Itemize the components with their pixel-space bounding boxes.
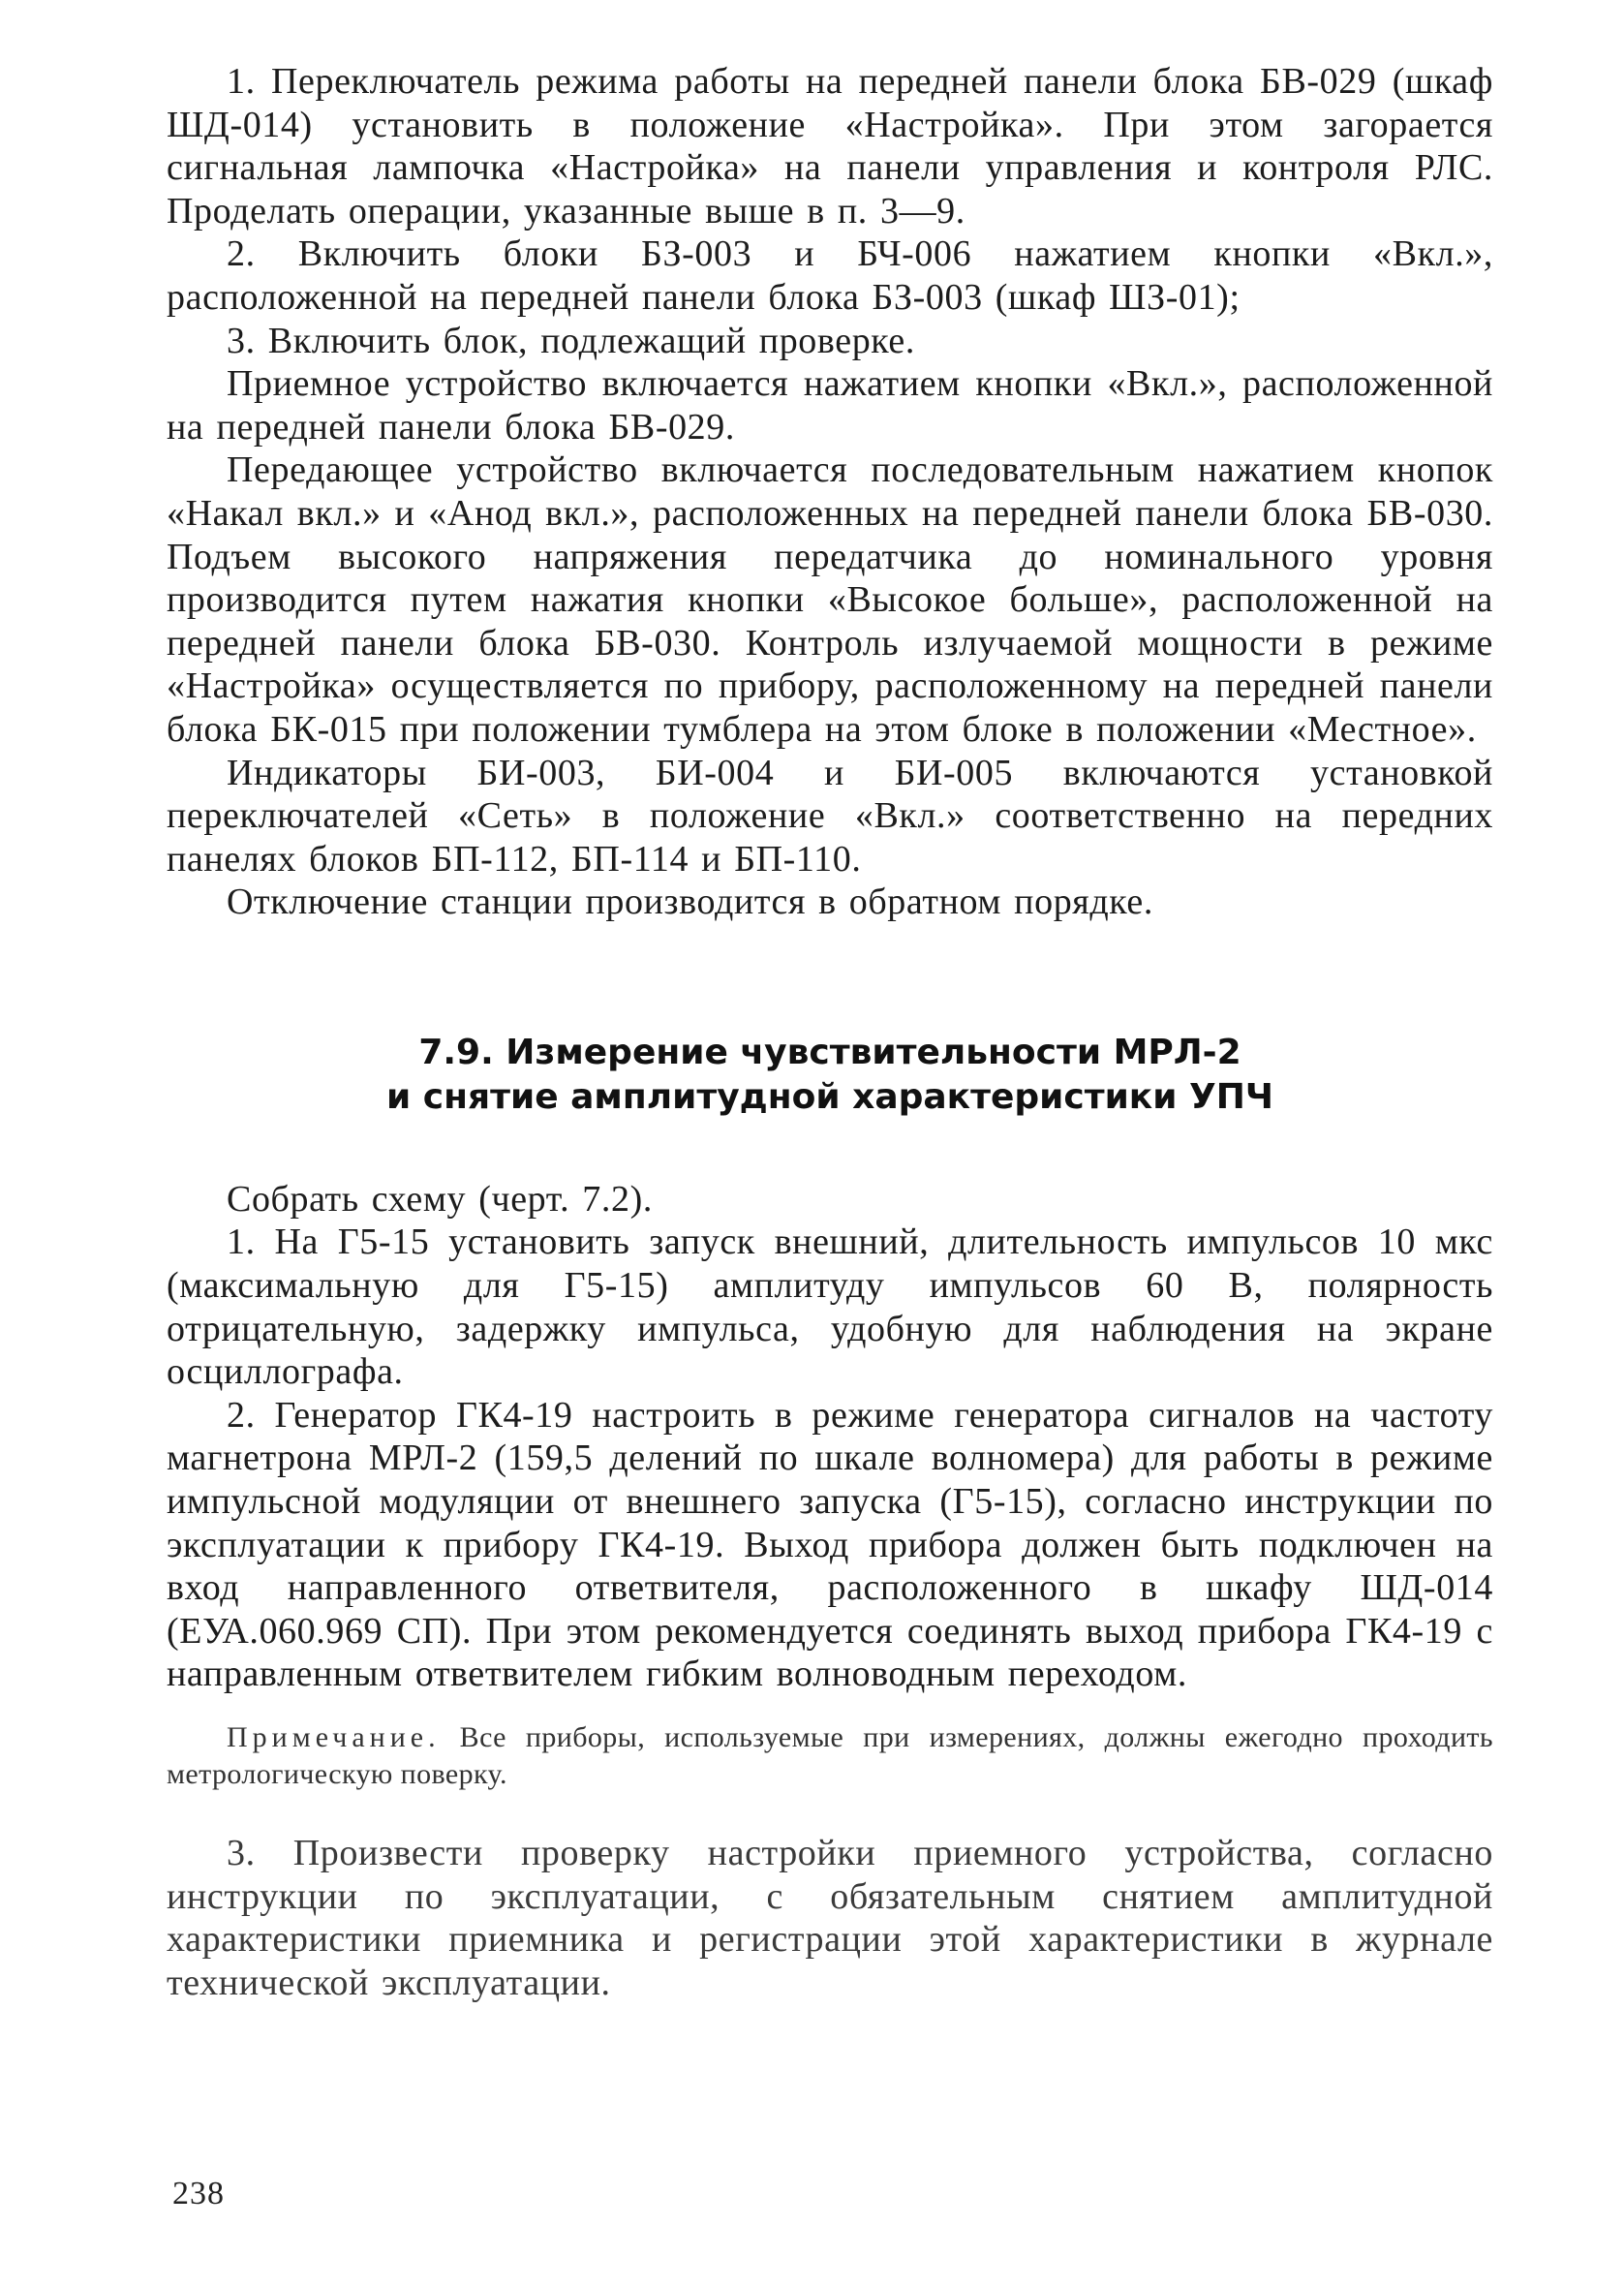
- spacer: [167, 924, 1493, 1031]
- section-heading-line: и снятие амплитудной характеристики УПЧ: [386, 1076, 1273, 1117]
- paragraph: 3. Произвести проверку настройки приемного устройства, согласно инструкции по эксплуатации, с обязательным снятием амплитудной характеристики приемника и регистрации этой характеристики в журнале технической эксплуатации.: [167, 1833, 1493, 2003]
- instructions-block: [167, 60, 1493, 924]
- note-lead: Примечание.: [227, 1721, 441, 1753]
- note: [167, 1719, 1493, 1793]
- paragraph: 2. Генератор ГК4-19 настроить в режиме генератора сигналов на частоту магнетрона МРЛ-2 (159,5 делений по шкале волномера) для работы в режиме импульсной модуляции от внешнего запуска (Г5-15), согласно инструкции по эксплуатации к прибору ГК4-19. Выход прибора должен быть подключен на вход направленного ответвителя, расположенного в шкафу ШД-014 (ЕУА.060.969 СП). При этом рекомендуется соединять выход прибора ГК4-19 с направленным ответвителем гибким волноводным переходом.: [167, 1394, 1493, 1695]
- section-heading-line: 7.9. Измерение чувствительности МРЛ-2: [418, 1032, 1241, 1072]
- paragraph: Передающее устройство включается последовательным нажатием кнопок «Накал вкл.» и «Анод вкл.», расположенных на передней панели блока БВ-030. Подъем высокого напряжения передатчика до номинального уровня производится путем нажатия кнопки «Высокое больше», расположенной на передней панели блока БВ-030. Контроль излучаемой мощности в режиме «Настройка» осуществляется по прибору, расположенному на передней панели блока БК-015 при положении тумблера на этом блоке в положении «Местное».: [167, 449, 1493, 750]
- paragraph: Индикаторы БИ-003, БИ-004 и БИ-005 включаются установкой переключателей «Сеть» в положение «Вкл.» соответственно на передних панелях блоков БП-112, БП-114 и БП-110.: [167, 752, 1493, 880]
- note-text: Все приборы, используемые при измерениях, должны ежегодно проходить метрологическую поверку.: [167, 1721, 1494, 1790]
- paragraph: 3. Включить блок, подлежащий проверке.: [227, 320, 915, 361]
- paragraph: 1. На Г5-15 установить запуск внешний, длительность импульсов 10 мкс (максимальную для Г5-15) амплитуду импульсов 60 В, полярность отрицательную, задержку импульса, удобную для наблюдения на экране осциллографа.: [167, 1221, 1493, 1393]
- paragraph: Отключение станции производится в обратном порядке.: [227, 881, 1153, 923]
- section-body: [167, 1178, 1493, 2005]
- paragraph: 2. Включить блоки БЗ-003 и БЧ-006 нажатием кнопки «Вкл.», расположенной на передней панели блока БЗ-003 (шкаф ШЗ-01);: [167, 233, 1493, 318]
- section-heading: [167, 1031, 1493, 1120]
- page-number: 238: [172, 2176, 225, 2211]
- paragraph: 1. Переключатель режима работы на передней панели блока БВ-029 (шкаф ШД-014) установить в положение «Настройка». При этом загорается сигнальная лампочка «Настройка» на панели управления и контроля РЛС. Проделать операции, указанные выше в п. 3—9.: [167, 61, 1493, 232]
- paragraph: Приемное устройство включается нажатием кнопки «Вкл.», расположенной на передней панели блока БВ-029.: [167, 363, 1493, 448]
- page-body: [167, 60, 1493, 2004]
- paragraph: Собрать схему (черт. 7.2).: [227, 1178, 653, 1220]
